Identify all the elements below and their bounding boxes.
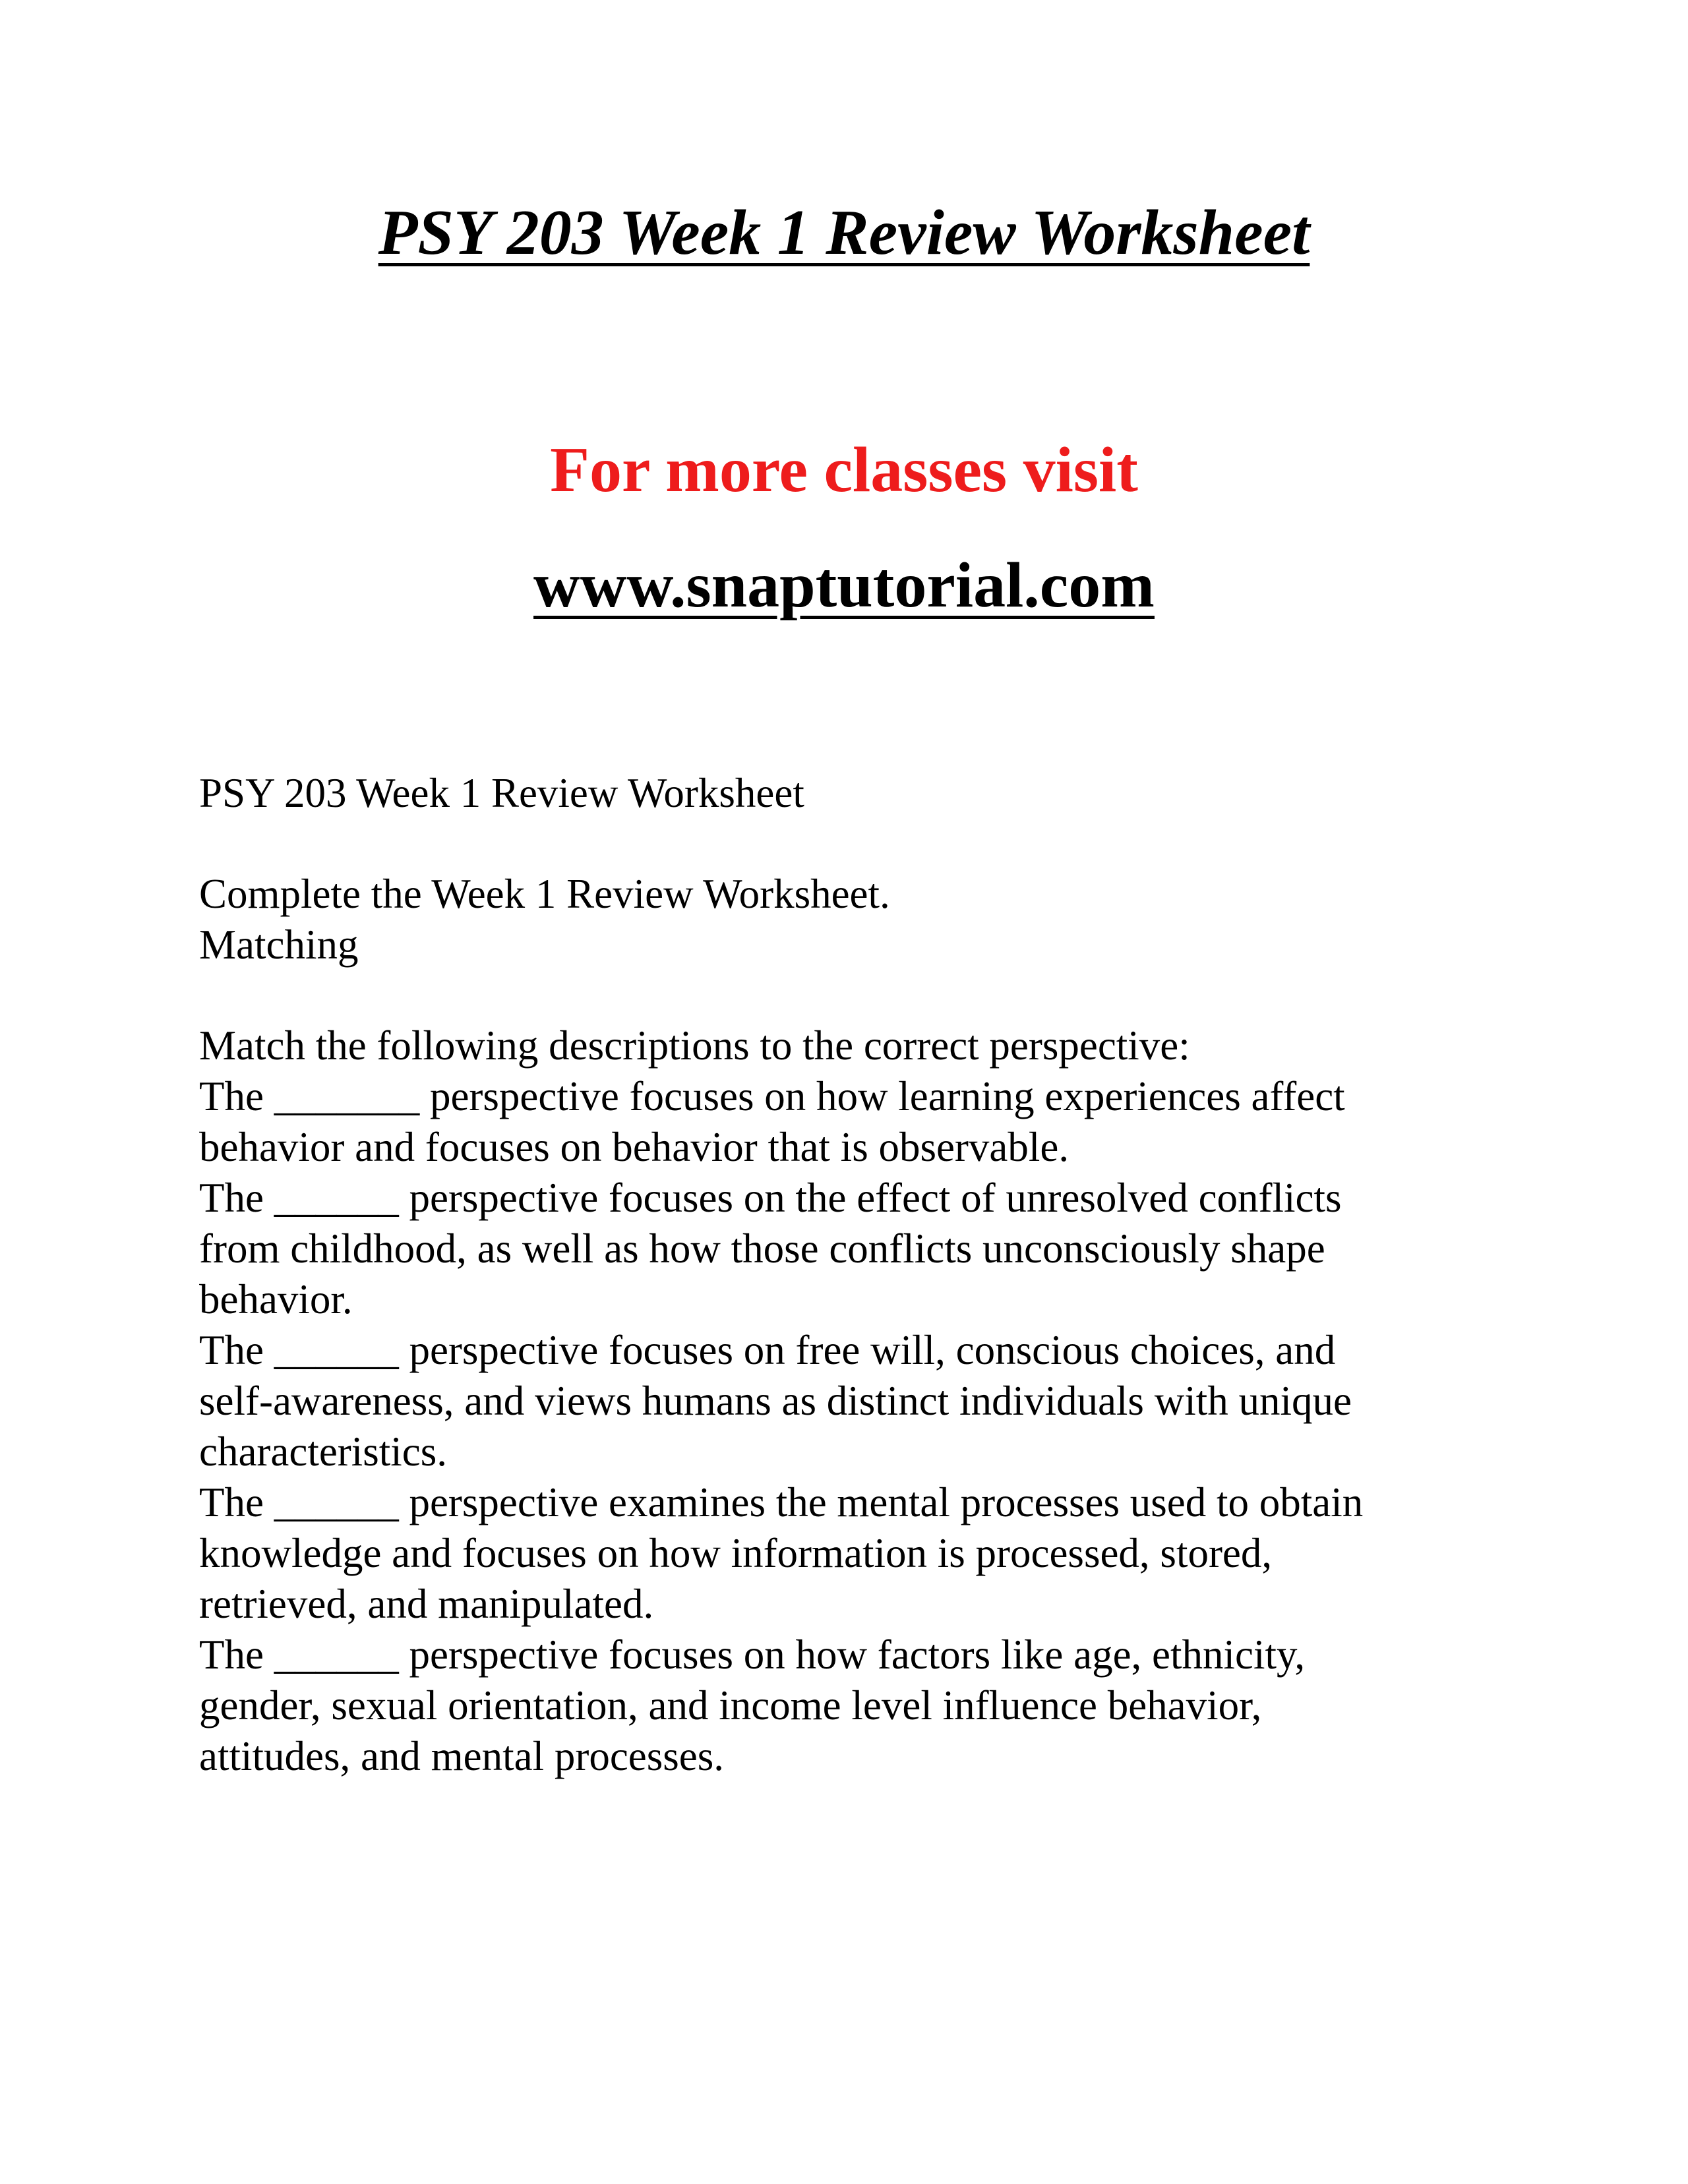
section-heading	[199, 768, 1518, 819]
instruction-line: Complete the Week 1 Review Worksheet.	[199, 871, 890, 917]
page-title: PSY 203 Week 1 Review Worksheet	[378, 197, 1310, 268]
matching-line: knowledge and focuses on how information is processed, stored,	[199, 1530, 1273, 1576]
matching-line: from childhood, as well as how those conflicts unconsciously shape	[199, 1225, 1325, 1272]
matching-line: self-awareness, and views humans as distinct individuals with unique	[199, 1378, 1352, 1424]
matching-line: The ______ perspective focuses on free will, conscious choices, and	[199, 1327, 1336, 1373]
section-heading-text: PSY 203 Week 1 Review Worksheet	[199, 770, 804, 816]
matching-line: attitudes, and mental processes.	[199, 1733, 725, 1779]
matching-line: behavior.	[199, 1276, 353, 1322]
instructions	[199, 869, 1518, 970]
matching-intro: Match the following descriptions to the correct perspective:	[199, 1022, 1190, 1069]
website-link[interactable]: www.snaptutorial.com	[533, 550, 1155, 621]
matching-line: The _______ perspective focuses on how learning experiences affect	[199, 1073, 1345, 1119]
matching-line: The ______ perspective focuses on how factors like age, ethnicity,	[199, 1632, 1306, 1678]
matching-line: characteristics.	[199, 1429, 448, 1475]
matching-line: behavior and focuses on behavior that is observable.	[199, 1124, 1070, 1170]
promo-text: For more classes visit	[550, 434, 1138, 506]
matching-section	[199, 1020, 1518, 1782]
instruction-line: Matching	[199, 922, 359, 968]
matching-line: retrieved, and manipulated.	[199, 1581, 654, 1627]
matching-line: gender, sexual orientation, and income level influence behavior,	[199, 1682, 1262, 1728]
matching-line: The ______ perspective examines the mental processes used to obtain	[199, 1479, 1364, 1525]
matching-line: The ______ perspective focuses on the effect of unresolved conflicts	[199, 1175, 1342, 1221]
